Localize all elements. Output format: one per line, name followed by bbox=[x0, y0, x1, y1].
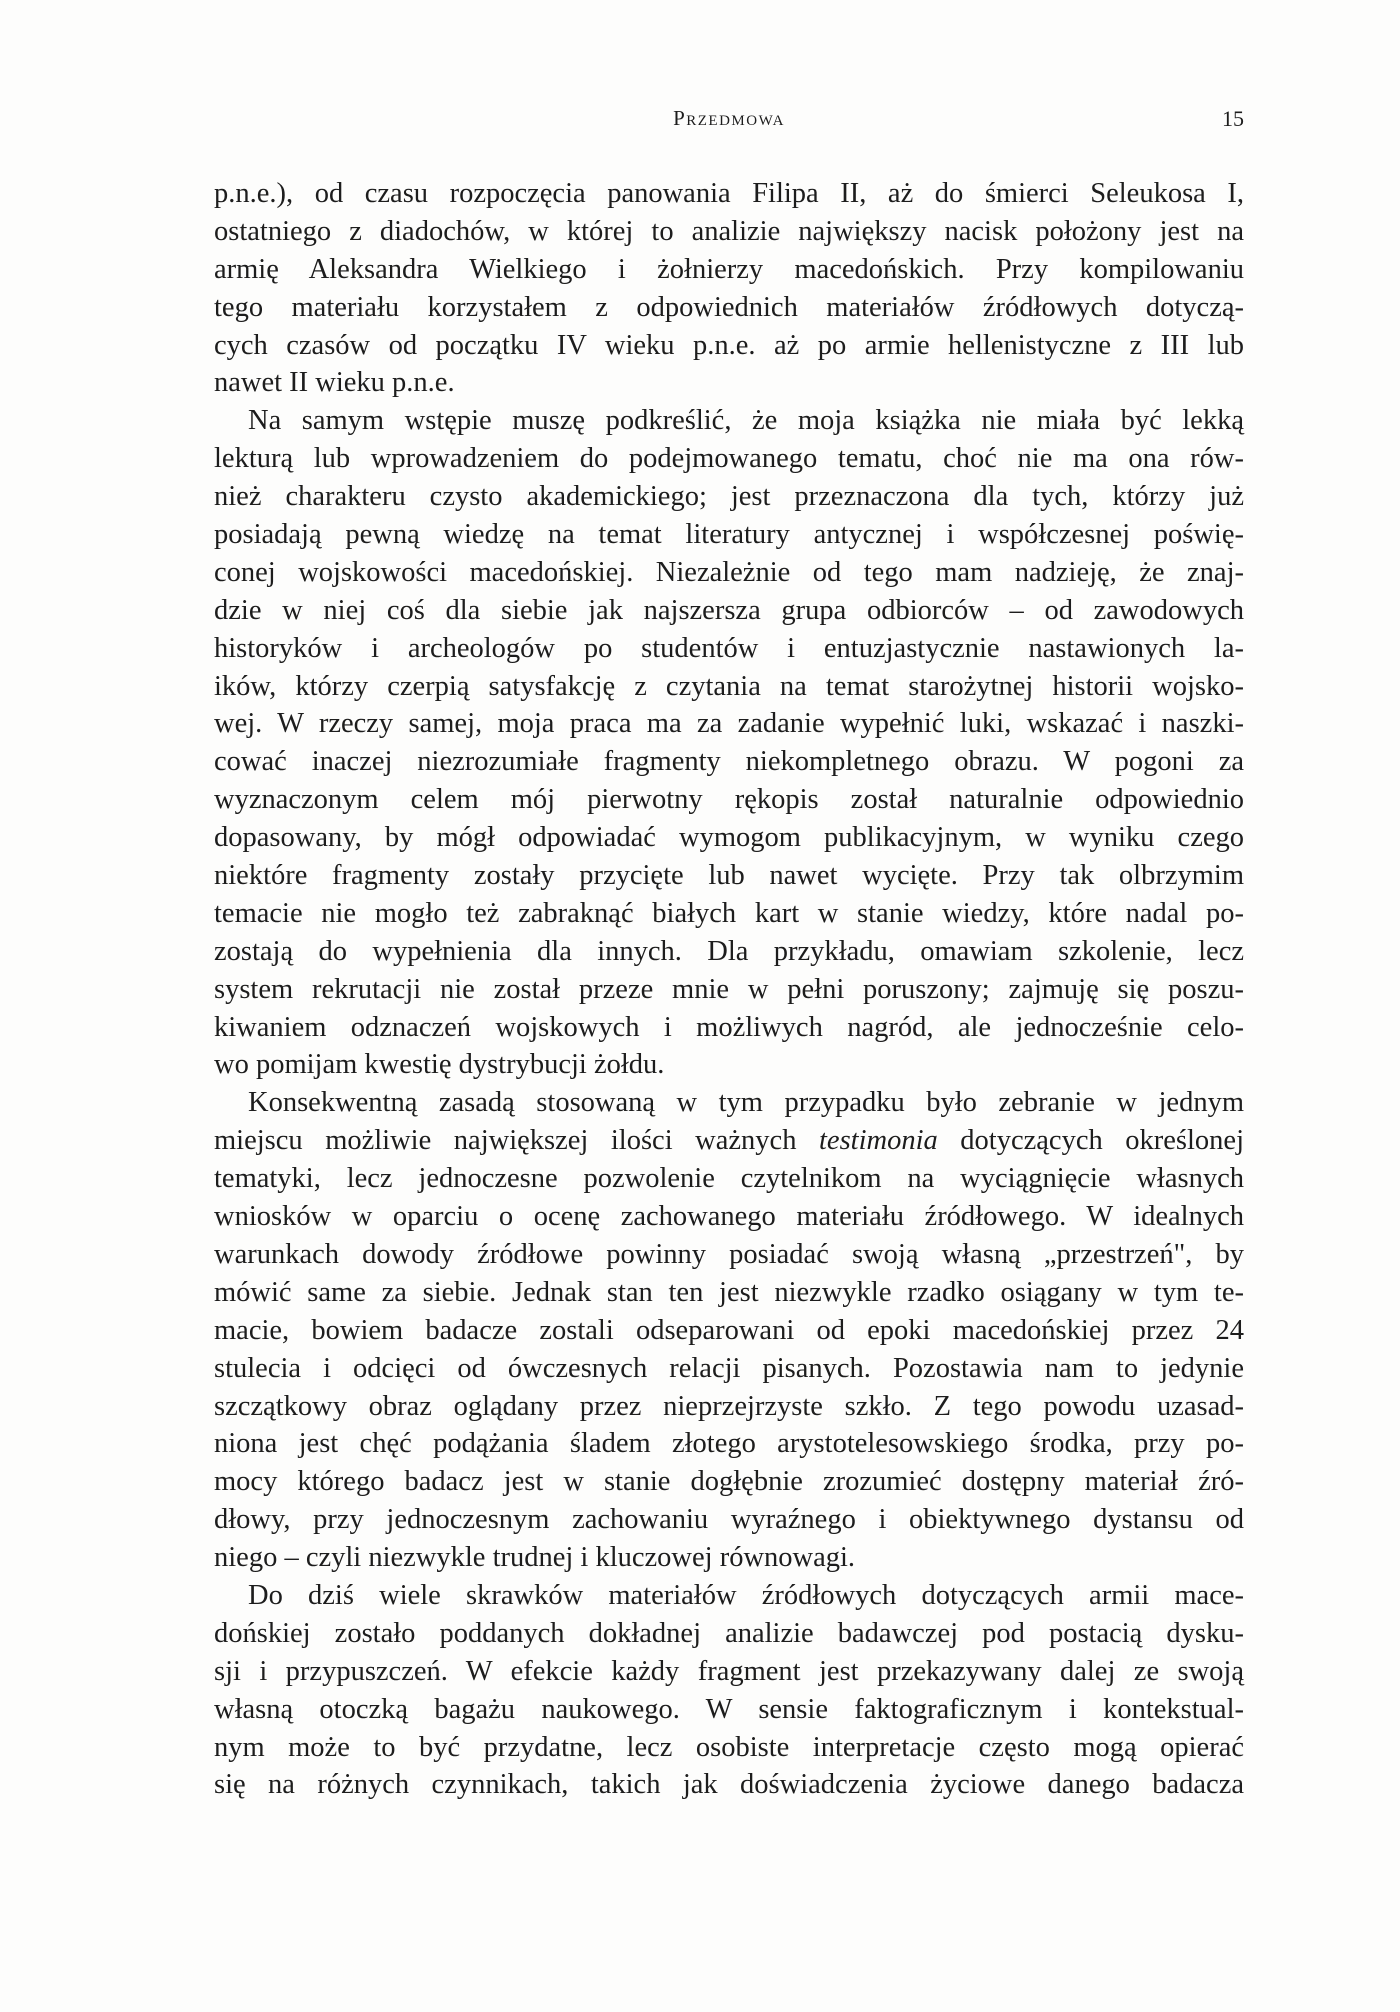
text-line: tematyki, lecz jednoczesne pozwolenie czytelnikom na wyciągnięcie własnych bbox=[214, 1163, 1244, 1195]
page-number: 15 bbox=[1222, 106, 1244, 131]
text-line: dońskiej zostało poddanych dokładnej analizie badawczej pod postacią dysku- bbox=[214, 1617, 1244, 1649]
chapter-title: Przedmowa bbox=[673, 106, 785, 130]
text-fragment: dotyczących określonej bbox=[937, 1125, 1244, 1157]
italic-term: testimonia bbox=[819, 1125, 938, 1157]
text-line: mówić same za siebie. Jednak stan ten jest niezwykle rzadko osiągany w tym te- bbox=[214, 1276, 1244, 1308]
text-line: system rekrutacji nie został przeze mnie w pełni poruszony; zajmuję się poszu- bbox=[214, 973, 1244, 1005]
text-line-with-italic bbox=[214, 1122, 1244, 1160]
running-head bbox=[214, 106, 1244, 142]
text-fragment: miejscu możliwie największej ilości ważnych bbox=[214, 1125, 819, 1157]
text-line: lekturą lub wprowadzeniem do podejmowanego tematu, choć nie ma ona rów- bbox=[214, 443, 1244, 475]
text-line: niego – czyli niezwykle trudnej i kluczowej równowagi. bbox=[214, 1542, 856, 1574]
text-line: dzie w niej coś dla siebie jak najszersza grupa odbiorców – od zawodowych bbox=[214, 594, 1244, 626]
text-line: historyków i archeologów po studentów i entuzjastycznie nastawionych la- bbox=[214, 632, 1244, 664]
text-line: ików, którzy czerpią satysfakcję z czytania na temat starożytnej historii wojsko- bbox=[214, 670, 1244, 702]
text-line: cych czasów od początku IV wieku p.n.e. aż po armie hellenistyczne z III lub bbox=[214, 329, 1244, 361]
text-line: armię Aleksandra Wielkiego i żołnierzy macedońskich. Przy kompilowaniu bbox=[214, 253, 1244, 285]
text-line: wej. W rzeczy samej, moja praca ma za zadanie wypełnić luki, wskazać i naszki- bbox=[214, 708, 1244, 740]
text-line: niektóre fragmenty zostały przycięte lub nawet wycięte. Przy tak olbrzymim bbox=[214, 860, 1244, 892]
text-line: szczątkowy obraz oglądany przez nieprzejrzyste szkło. Z tego powodu uzasad- bbox=[214, 1390, 1244, 1422]
text-line: ostatniego z diadochów, w której to analizie największy nacisk położony jest na bbox=[214, 215, 1244, 247]
text-line: wo pomijam kwestię dystrybucji żołdu. bbox=[214, 1049, 665, 1081]
text-line: p.n.e.), od czasu rozpoczęcia panowania Filipa II, aż do śmierci Seleukosa I, bbox=[214, 178, 1244, 209]
text-line: tego materiału korzystałem z odpowiednich materiałów źródłowych dotyczą- bbox=[214, 291, 1244, 323]
text-line: się na różnych czynnikach, takich jak doświadczenia życiowe danego badacza bbox=[214, 1769, 1244, 1801]
text-line: własną otoczką bagażu naukowego. W sensie faktograficznym i kontekstual- bbox=[214, 1693, 1244, 1725]
text-line: nym może to być przydatne, lecz osobiste interpretacje często mogą opierać bbox=[214, 1731, 1244, 1763]
text-line: dopasowany, by mógł odpowiadać wymogom publikacyjnym, w wyniku czego bbox=[214, 822, 1244, 854]
text-line: temacie nie mogło też zabraknąć białych kart w stanie wiedzy, które nadal po- bbox=[214, 897, 1244, 929]
text-line: nawet II wieku p.n.e. bbox=[214, 367, 455, 399]
text-line: sji i przypuszczeń. W efekcie każdy fragment jest przekazywany dalej ze swoją bbox=[214, 1655, 1244, 1687]
text-line: dłowy, przy jednoczesnym zachowaniu wyraźnego i obiektywnego dystansu od bbox=[214, 1504, 1244, 1536]
text-line: stulecia i odcięci od ówczesnych relacji pisanych. Pozostawia nam to jedynie bbox=[214, 1352, 1244, 1384]
text-line: wyznaczonym celem mój pierwotny rękopis został naturalnie odpowiednio bbox=[214, 784, 1244, 816]
text-line: kiwaniem odznaczeń wojskowych i możliwych nagród, ale jednocześnie celo- bbox=[214, 1011, 1244, 1043]
body-text bbox=[214, 175, 1244, 1804]
text-line: mocy którego badacz jest w stanie dogłębnie zrozumieć dostępny materiał źró- bbox=[214, 1466, 1244, 1498]
text-line: wniosków w oparciu o ocenę zachowanego materiału źródłowego. W idealnych bbox=[214, 1201, 1244, 1233]
paragraph-first-line: Do dziś wiele skrawków materiałów źródłowych dotyczących armii mace- bbox=[248, 1579, 1244, 1611]
text-line: warunkach dowody źródłowe powinny posiadać swoją własną „przestrzeń", by bbox=[214, 1238, 1244, 1270]
text-line: posiadają pewną wiedzę na temat literatury antycznej i współczesnej poświę- bbox=[214, 519, 1244, 551]
text-line: zostają do wypełnienia dla innych. Dla przykładu, omawiam szkolenie, lecz bbox=[214, 935, 1244, 967]
paragraph-first-line: Na samym wstępie muszę podkreślić, że moja książka nie miała być lekką bbox=[248, 405, 1244, 437]
paragraph-first-line: Konsekwentną zasadą stosowaną w tym przypadku było zebranie w jednym bbox=[248, 1087, 1244, 1119]
text-line: nież charakteru czysto akademickiego; jest przeznaczona dla tych, którzy już bbox=[214, 481, 1244, 513]
text-line: cować inaczej niezrozumiałe fragmenty niekompletnego obrazu. W pogoni za bbox=[214, 746, 1244, 778]
text-line: niona jest chęć podążania śladem złotego arystotelesowskiego środka, przy po- bbox=[214, 1428, 1244, 1460]
text-line: conej wojskowości macedońskiej. Niezależnie od tego mam nadzieję, że znaj- bbox=[214, 556, 1244, 588]
text-line: macie, bowiem badacze zostali odseparowani od epoki macedońskiej przez 24 bbox=[214, 1314, 1244, 1346]
